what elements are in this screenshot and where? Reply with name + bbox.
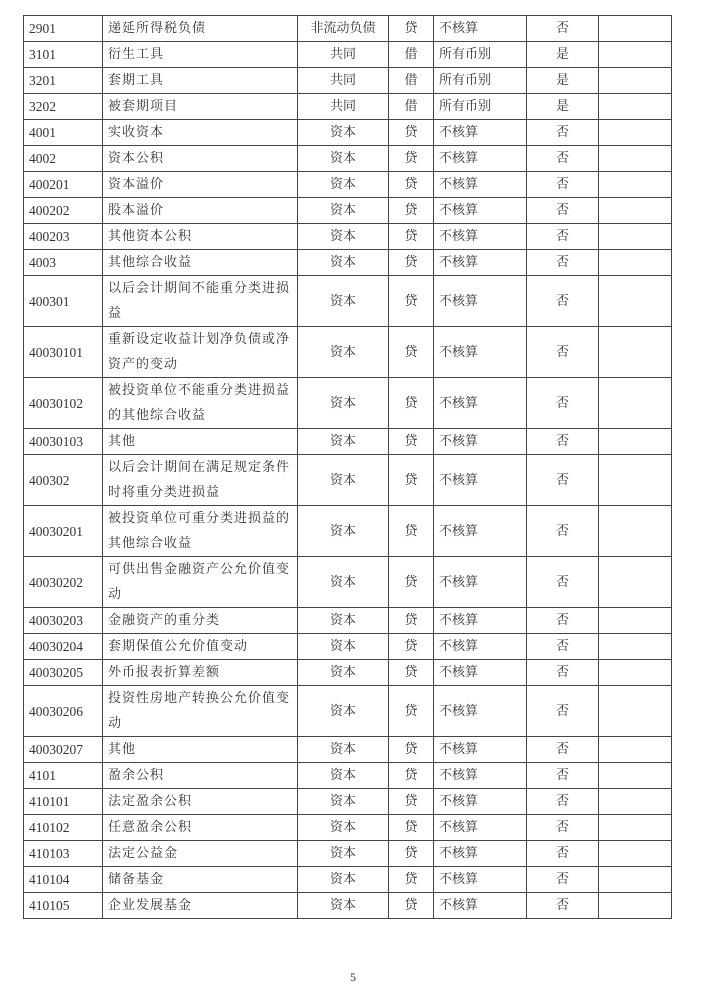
currency-accounting: 不核算: [434, 763, 527, 789]
account-code: 400301: [24, 276, 103, 327]
account-category: 共同: [298, 42, 389, 68]
table-row: [24, 634, 672, 660]
note-cell: [599, 737, 672, 763]
balance-direction: 借: [389, 68, 434, 94]
balance-direction: 贷: [389, 276, 434, 327]
flag-cell: 否: [527, 224, 599, 250]
balance-direction: 贷: [389, 660, 434, 686]
flag-cell: 否: [527, 608, 599, 634]
balance-direction: 贷: [389, 841, 434, 867]
balance-direction: 贷: [389, 815, 434, 841]
account-code: 40030203: [24, 608, 103, 634]
account-name: 企业发展基金: [103, 893, 298, 919]
account-code: 4002: [24, 146, 103, 172]
table-row: [24, 737, 672, 763]
account-category: 共同: [298, 68, 389, 94]
account-code: 40030205: [24, 660, 103, 686]
account-name: 资本溢价: [103, 172, 298, 198]
account-name: 其他: [103, 429, 298, 455]
currency-accounting: 不核算: [434, 634, 527, 660]
account-name: 可供出售金融资产公允价值变动: [103, 557, 298, 608]
flag-cell: 否: [527, 660, 599, 686]
account-name: 套期工具: [103, 68, 298, 94]
table-row: [24, 276, 672, 327]
account-category: 资本: [298, 686, 389, 737]
account-category: 资本: [298, 172, 389, 198]
note-cell: [599, 16, 672, 42]
balance-direction: 贷: [389, 172, 434, 198]
flag-cell: 否: [527, 841, 599, 867]
note-cell: [599, 198, 672, 224]
table-row: [24, 867, 672, 893]
table-row: [24, 455, 672, 506]
balance-direction: 借: [389, 94, 434, 120]
table-row: [24, 815, 672, 841]
account-name: 以后会计期间不能重分类进损益: [103, 276, 298, 327]
currency-accounting: 不核算: [434, 841, 527, 867]
account-name: 投资性房地产转换公允价值变动: [103, 686, 298, 737]
flag-cell: 否: [527, 455, 599, 506]
account-category: 资本: [298, 608, 389, 634]
account-category: 资本: [298, 146, 389, 172]
flag-cell: 否: [527, 686, 599, 737]
note-cell: [599, 686, 672, 737]
currency-accounting: 不核算: [434, 327, 527, 378]
account-category: 资本: [298, 737, 389, 763]
table-row: [24, 763, 672, 789]
account-category: 资本: [298, 634, 389, 660]
balance-direction: 贷: [389, 763, 434, 789]
note-cell: [599, 68, 672, 94]
flag-cell: 否: [527, 737, 599, 763]
account-name: 盈余公积: [103, 763, 298, 789]
account-category: 资本: [298, 841, 389, 867]
flag-cell: 否: [527, 634, 599, 660]
account-category: 资本: [298, 455, 389, 506]
flag-cell: 否: [527, 815, 599, 841]
account-code: 4101: [24, 763, 103, 789]
accounts-table: [23, 15, 672, 919]
balance-direction: 贷: [389, 327, 434, 378]
note-cell: [599, 763, 672, 789]
note-cell: [599, 867, 672, 893]
account-code: 40030101: [24, 327, 103, 378]
currency-accounting: 不核算: [434, 120, 527, 146]
flag-cell: 否: [527, 893, 599, 919]
note-cell: [599, 120, 672, 146]
balance-direction: 贷: [389, 378, 434, 429]
balance-direction: 贷: [389, 506, 434, 557]
currency-accounting: 不核算: [434, 815, 527, 841]
account-name: 法定盈余公积: [103, 789, 298, 815]
account-code: 40030103: [24, 429, 103, 455]
balance-direction: 贷: [389, 893, 434, 919]
account-name: 法定公益金: [103, 841, 298, 867]
account-category: 资本: [298, 429, 389, 455]
account-category: 资本: [298, 815, 389, 841]
note-cell: [599, 276, 672, 327]
flag-cell: 否: [527, 250, 599, 276]
note-cell: [599, 327, 672, 378]
account-code: 3202: [24, 94, 103, 120]
account-code: 400201: [24, 172, 103, 198]
table-row: [24, 378, 672, 429]
account-code: 3201: [24, 68, 103, 94]
table-row: [24, 94, 672, 120]
note-cell: [599, 378, 672, 429]
account-code: 40030204: [24, 634, 103, 660]
currency-accounting: 不核算: [434, 224, 527, 250]
account-name: 股本溢价: [103, 198, 298, 224]
account-code: 400202: [24, 198, 103, 224]
account-name: 资本公积: [103, 146, 298, 172]
note-cell: [599, 42, 672, 68]
account-category: 资本: [298, 867, 389, 893]
currency-accounting: 不核算: [434, 429, 527, 455]
currency-accounting: 不核算: [434, 789, 527, 815]
flag-cell: 否: [527, 146, 599, 172]
balance-direction: 贷: [389, 634, 434, 660]
account-code: 410105: [24, 893, 103, 919]
note-cell: [599, 815, 672, 841]
table-row: [24, 172, 672, 198]
flag-cell: 是: [527, 68, 599, 94]
account-category: 资本: [298, 763, 389, 789]
account-code: 40030207: [24, 737, 103, 763]
note-cell: [599, 893, 672, 919]
account-code: 4001: [24, 120, 103, 146]
note-cell: [599, 557, 672, 608]
account-name: 以后会计期间在满足规定条件时将重分类进损益: [103, 455, 298, 506]
currency-accounting: 不核算: [434, 506, 527, 557]
currency-accounting: 不核算: [434, 250, 527, 276]
account-category: 资本: [298, 198, 389, 224]
account-name: 其他资本公积: [103, 224, 298, 250]
currency-accounting: 不核算: [434, 378, 527, 429]
table-row: [24, 68, 672, 94]
account-name: 被投资单位可重分类进损益的其他综合收益: [103, 506, 298, 557]
account-code: 410103: [24, 841, 103, 867]
table-row: [24, 789, 672, 815]
account-code: 2901: [24, 16, 103, 42]
balance-direction: 借: [389, 42, 434, 68]
currency-accounting: 不核算: [434, 737, 527, 763]
balance-direction: 贷: [389, 557, 434, 608]
currency-accounting: 不核算: [434, 893, 527, 919]
table-row: [24, 16, 672, 42]
balance-direction: 贷: [389, 146, 434, 172]
currency-accounting: 不核算: [434, 660, 527, 686]
note-cell: [599, 172, 672, 198]
account-name: 衍生工具: [103, 42, 298, 68]
table-row: [24, 841, 672, 867]
account-name: 重新设定收益计划净负债或净资产的变动: [103, 327, 298, 378]
flag-cell: 否: [527, 429, 599, 455]
currency-accounting: 不核算: [434, 172, 527, 198]
account-category: 资本: [298, 557, 389, 608]
account-category: 共同: [298, 94, 389, 120]
note-cell: [599, 608, 672, 634]
table-row: [24, 608, 672, 634]
account-name: 储备基金: [103, 867, 298, 893]
account-name: 套期保值公允价值变动: [103, 634, 298, 660]
account-code: 40030202: [24, 557, 103, 608]
flag-cell: 否: [527, 327, 599, 378]
table-row: [24, 506, 672, 557]
flag-cell: 否: [527, 120, 599, 146]
table-row: [24, 42, 672, 68]
account-code: 400203: [24, 224, 103, 250]
table-row: [24, 224, 672, 250]
note-cell: [599, 146, 672, 172]
account-code: 40030201: [24, 506, 103, 557]
flag-cell: 否: [527, 276, 599, 327]
account-code: 410102: [24, 815, 103, 841]
account-category: 资本: [298, 789, 389, 815]
note-cell: [599, 250, 672, 276]
note-cell: [599, 634, 672, 660]
flag-cell: 否: [527, 763, 599, 789]
flag-cell: 是: [527, 42, 599, 68]
table-row: [24, 686, 672, 737]
currency-accounting: 不核算: [434, 867, 527, 893]
account-category: 资本: [298, 660, 389, 686]
table-row: [24, 146, 672, 172]
account-code: 4003: [24, 250, 103, 276]
currency-accounting: 不核算: [434, 146, 527, 172]
account-code: 40030206: [24, 686, 103, 737]
balance-direction: 贷: [389, 608, 434, 634]
account-name: 金融资产的重分类: [103, 608, 298, 634]
currency-accounting: 所有币别: [434, 42, 527, 68]
table-row: [24, 429, 672, 455]
account-code: 410101: [24, 789, 103, 815]
flag-cell: 否: [527, 557, 599, 608]
balance-direction: 贷: [389, 789, 434, 815]
flag-cell: 否: [527, 867, 599, 893]
balance-direction: 贷: [389, 686, 434, 737]
table-row: [24, 660, 672, 686]
account-category: 资本: [298, 506, 389, 557]
balance-direction: 贷: [389, 16, 434, 42]
table-row: [24, 250, 672, 276]
account-category: 资本: [298, 120, 389, 146]
currency-accounting: 不核算: [434, 455, 527, 506]
account-category: 资本: [298, 276, 389, 327]
note-cell: [599, 660, 672, 686]
account-name: 被投资单位不能重分类进损益的其他综合收益: [103, 378, 298, 429]
note-cell: [599, 455, 672, 506]
flag-cell: 是: [527, 94, 599, 120]
account-name: 递延所得税负债: [103, 16, 298, 42]
note-cell: [599, 429, 672, 455]
page-number: 5: [350, 970, 356, 984]
flag-cell: 否: [527, 198, 599, 224]
account-name: 实收资本: [103, 120, 298, 146]
flag-cell: 否: [527, 172, 599, 198]
account-code: 40030102: [24, 378, 103, 429]
flag-cell: 否: [527, 789, 599, 815]
currency-accounting: 不核算: [434, 686, 527, 737]
note-cell: [599, 506, 672, 557]
note-cell: [599, 841, 672, 867]
account-name: 其他: [103, 737, 298, 763]
table-row: [24, 327, 672, 378]
currency-accounting: 不核算: [434, 276, 527, 327]
currency-accounting: 不核算: [434, 16, 527, 42]
account-name: 其他综合收益: [103, 250, 298, 276]
flag-cell: 否: [527, 16, 599, 42]
table-row: [24, 120, 672, 146]
account-category: 非流动负债: [298, 16, 389, 42]
balance-direction: 贷: [389, 224, 434, 250]
balance-direction: 贷: [389, 198, 434, 224]
balance-direction: 贷: [389, 867, 434, 893]
account-name: 被套期项目: [103, 94, 298, 120]
note-cell: [599, 224, 672, 250]
note-cell: [599, 789, 672, 815]
balance-direction: 贷: [389, 120, 434, 146]
currency-accounting: 所有币别: [434, 94, 527, 120]
account-category: 资本: [298, 378, 389, 429]
account-code: 3101: [24, 42, 103, 68]
account-category: 资本: [298, 224, 389, 250]
balance-direction: 贷: [389, 455, 434, 506]
flag-cell: 否: [527, 378, 599, 429]
currency-accounting: 不核算: [434, 198, 527, 224]
currency-accounting: 不核算: [434, 557, 527, 608]
account-category: 资本: [298, 327, 389, 378]
currency-accounting: 所有币别: [434, 68, 527, 94]
account-code: 400302: [24, 455, 103, 506]
account-name: 任意盈余公积: [103, 815, 298, 841]
note-cell: [599, 94, 672, 120]
account-category: 资本: [298, 893, 389, 919]
account-code: 410104: [24, 867, 103, 893]
table-row: [24, 893, 672, 919]
currency-accounting: 不核算: [434, 608, 527, 634]
table-row: [24, 557, 672, 608]
balance-direction: 贷: [389, 737, 434, 763]
account-name: 外币报表折算差额: [103, 660, 298, 686]
balance-direction: 贷: [389, 429, 434, 455]
flag-cell: 否: [527, 506, 599, 557]
balance-direction: 贷: [389, 250, 434, 276]
table-row: [24, 198, 672, 224]
account-category: 资本: [298, 250, 389, 276]
